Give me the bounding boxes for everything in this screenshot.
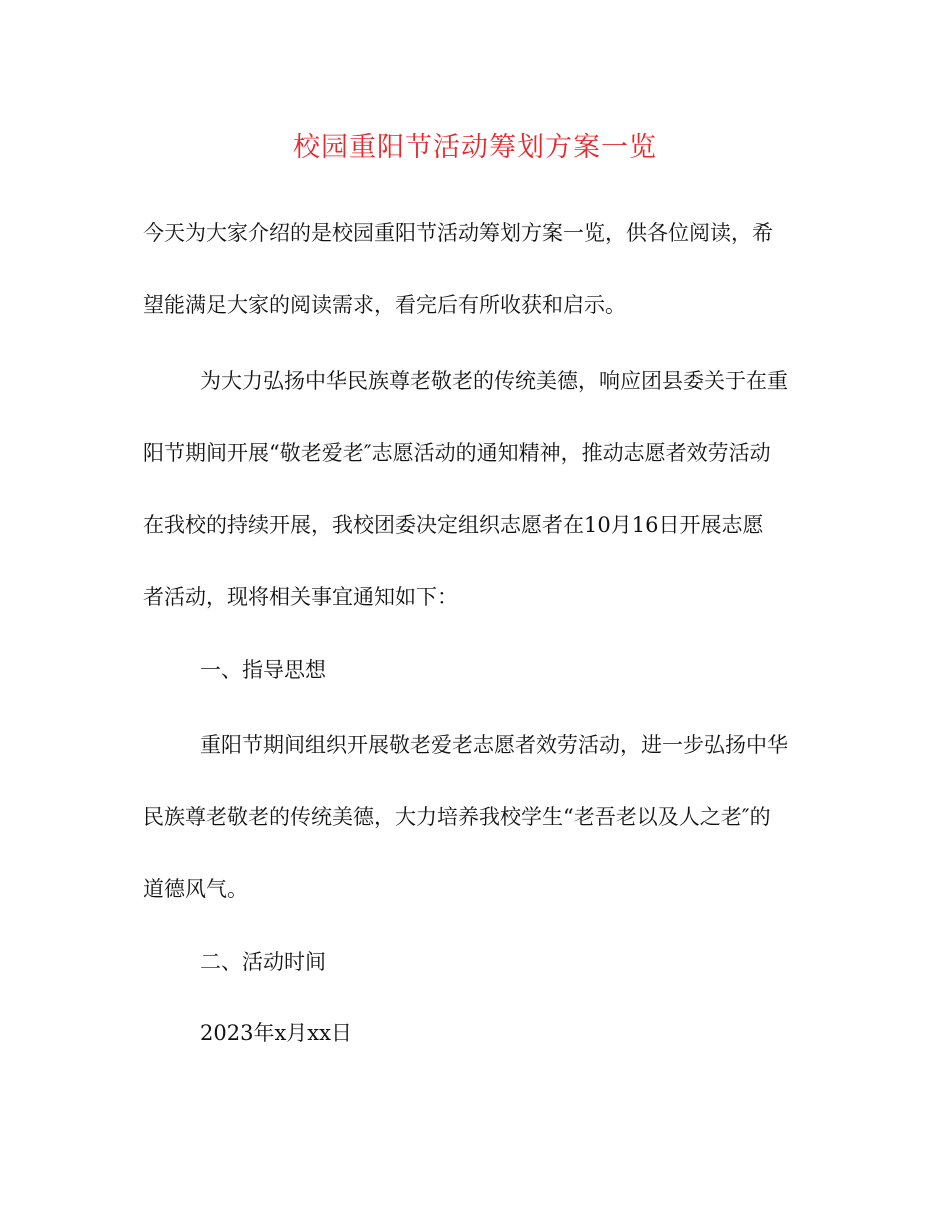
section-heading-guiding-ideology: 一、指导思想 — [200, 658, 326, 682]
paragraph-2-line-2: 民族尊老敬老的传统美德，大力培养我校学生“老吾老以及人之老″的 — [143, 805, 771, 829]
paragraph-2-line-1: 重阳节期间组织开展敬老爱老志愿者效劳活动，进一步弘扬中华 — [200, 733, 788, 757]
paragraph-2-line-3: 道德风气。 — [143, 877, 248, 901]
paragraph-1-line-3: 在我校的持续开展，我校团委决定组织志愿者在10月16日开展志愿 — [143, 513, 764, 537]
activity-date: 2023年x月xx日 — [200, 1021, 352, 1045]
document-title: 校园重阳节活动筹划方案一览 — [293, 132, 657, 163]
paragraph-1-line-2: 阳节期间开展“敬老爱老″志愿活动的通知精神，推动志愿者效劳活动 — [143, 441, 771, 465]
intro-line-2: 望能满足大家的阅读需求，看完后有所收获和启示。 — [143, 293, 626, 317]
paragraph-1-line-1: 为大力弘扬中华民族尊老敬老的传统美德，响应团县委关于在重 — [200, 369, 788, 393]
section-heading-activity-time: 二、活动时间 — [200, 950, 326, 974]
paragraph-1-line-4: 者活动，现将相关事宜通知如下： — [143, 585, 458, 609]
intro-line-1: 今天为大家介绍的是校园重阳节活动筹划方案一览，供各位阅读，希 — [143, 221, 773, 245]
